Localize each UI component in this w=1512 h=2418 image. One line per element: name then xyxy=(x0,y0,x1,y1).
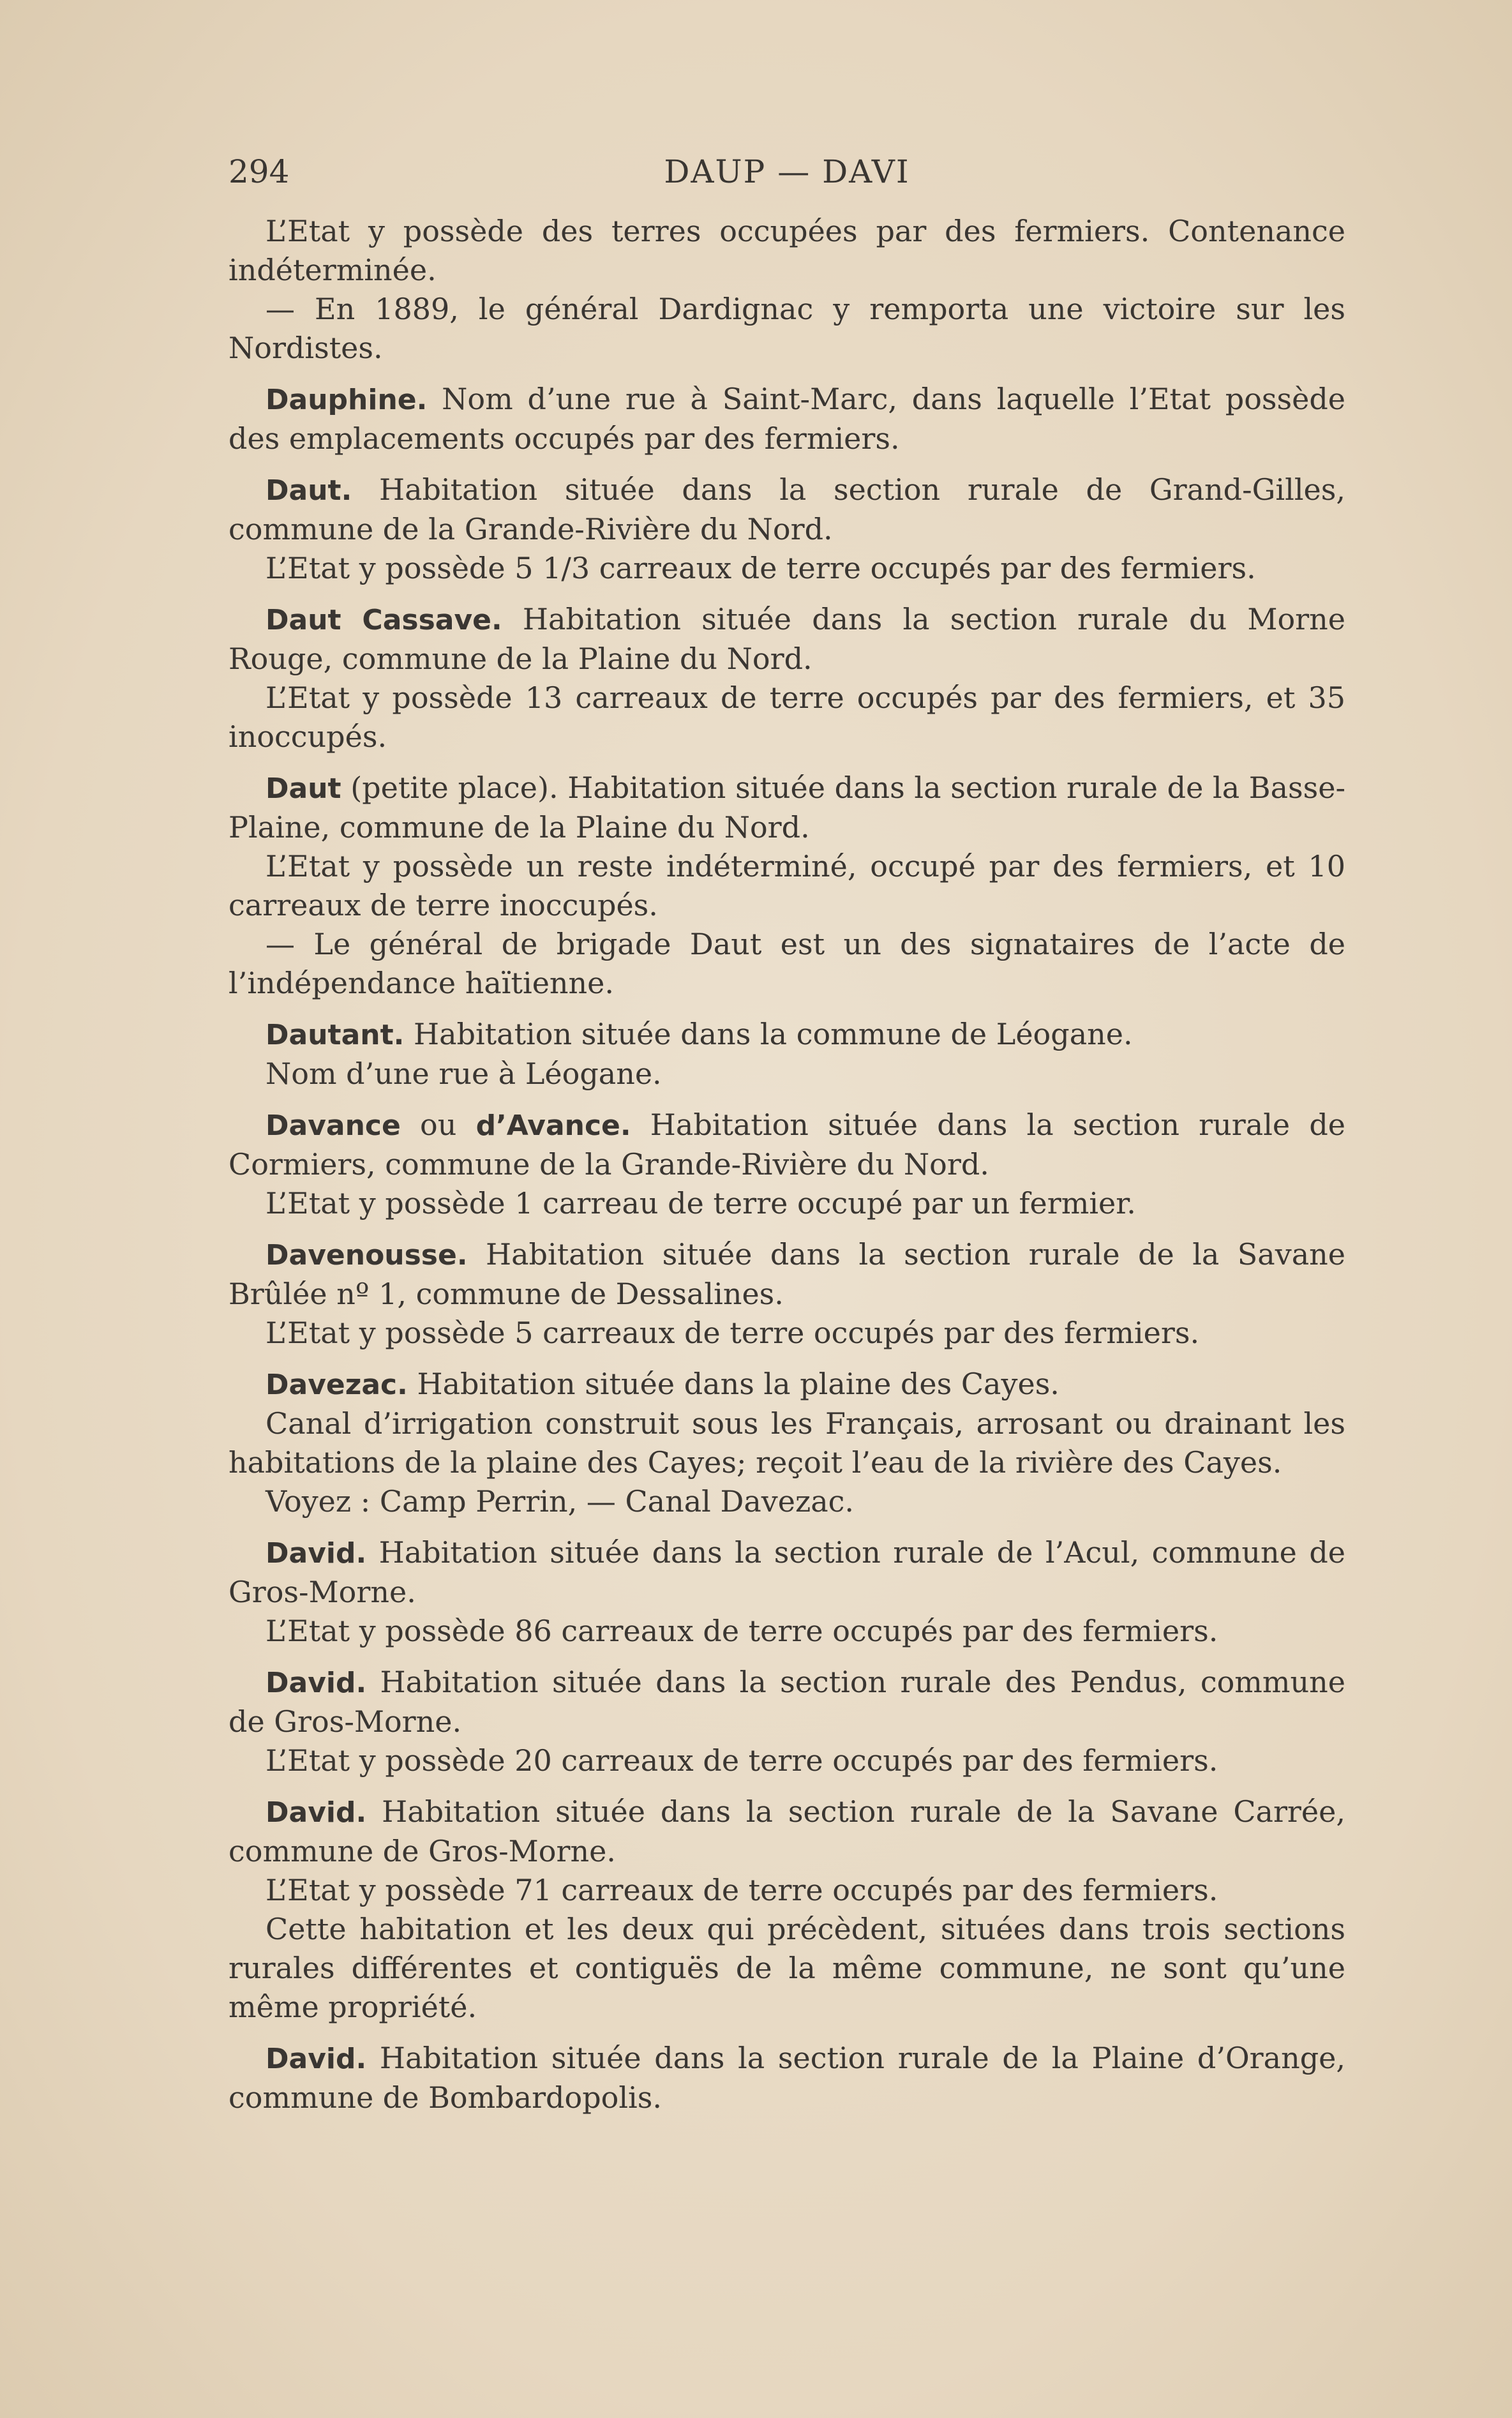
entry-daut-petite-place xyxy=(228,769,1345,1003)
entry-paragraph: L’Etat y possède 5 1/3 carreaux de terre occupés par des fermiers. xyxy=(266,551,1256,585)
entry-text: Habitation située dans la section rurale de la Savane Brûlée nº 1, commune de Dessalines. xyxy=(228,1237,1345,1311)
entry-text: Habitation située dans la section rurale de la Plaine d’Orange, commune de Bombardopolis. xyxy=(228,2041,1345,2115)
entry-text: Habitation située dans la section rurale de l’Acul, commune de Gros-Morne. xyxy=(228,1535,1345,1609)
entry-daut-cassave xyxy=(228,600,1345,756)
entry-term: Dauphine. xyxy=(266,384,428,416)
page-number: 294 xyxy=(228,153,290,190)
entry-paragraph: — Le général de brigade Daut est un des signataires de l’acte de l’indépendance haïtienne. xyxy=(228,927,1345,1000)
entry-text: Habitation située dans la section rurale de Grand-Gilles, commune de la Grande-Rivière du Nord. xyxy=(228,472,1345,546)
entry-term: Davenousse. xyxy=(266,1239,468,1272)
entry-paragraph: Nom d’une rue à Léogane. xyxy=(266,1056,662,1091)
entry-paragraph: L’Etat y possède 20 carreaux de terre occupés par des fermiers. xyxy=(266,1743,1218,1778)
entry-paragraph: L’Etat y possède 71 carreaux de terre occupés par des fermiers. xyxy=(266,1873,1218,1907)
entry-term: David. xyxy=(266,1667,367,1699)
entry-text: Habitation située dans la plaine des Cayes. xyxy=(407,1367,1059,1401)
entry-term: Davance xyxy=(266,1109,401,1142)
entry-paragraph: Voyez : Camp Perrin, — Canal Davezac. xyxy=(266,1484,855,1519)
entry-david-pendus xyxy=(228,1663,1345,1780)
entry-paragraph: L’Etat y possède 13 carreaux de terre occupés par des fermiers, et 35 inoccupés. xyxy=(228,680,1345,754)
entry-daut xyxy=(228,470,1345,588)
entry-term: Daut xyxy=(266,772,341,805)
entry-text: Habitation située dans la section rurale de Cormiers, commune de la Grande-Rivière du Nord. xyxy=(228,1108,1345,1182)
entry-term: Daut. xyxy=(266,474,352,507)
entry-dautant xyxy=(228,1015,1345,1093)
entry-david-acul xyxy=(228,1533,1345,1651)
entry-david-savane-carree xyxy=(228,1792,1345,2027)
page-header xyxy=(228,153,1345,198)
continuation-paragraph: L’Etat y possède des terres occupées par des fermiers. Contenance indéterminée. xyxy=(228,214,1345,287)
entry-david-plaine-orange xyxy=(228,2039,1345,2117)
entry-paragraph: Cette habitation et les deux qui précèdent, situées dans trois sections rurales différentes et contiguës de la même commune, ne sont qu’une même propriété. xyxy=(228,1912,1345,2024)
entry-paragraph: L’Etat y possède 86 carreaux de terre occupés par des fermiers. xyxy=(266,1614,1218,1648)
entry-paragraph: L’Etat y possède 1 carreau de terre occupé par un fermier. xyxy=(266,1186,1136,1220)
document-page xyxy=(228,153,1345,2117)
entry-term: David. xyxy=(266,1796,367,1829)
entry-davance xyxy=(228,1106,1345,1223)
entry-term: Daut Cassave. xyxy=(266,604,502,636)
entry-text: Habitation située dans la section rurale des Pendus, commune de Gros-Morne. xyxy=(228,1665,1345,1739)
entry-dauphine xyxy=(228,380,1345,458)
entry-text: Habitation située dans la section rurale de la Savane Carrée, commune de Gros-Morne. xyxy=(228,1794,1345,1868)
entry-term: Dautant. xyxy=(266,1019,405,1051)
entry-davezac xyxy=(228,1365,1345,1521)
entry-term: David. xyxy=(266,1537,367,1570)
entry-paragraph: L’Etat y possède un reste indéterminé, occupé par des fermiers, et 10 carreaux de terre inoccupés. xyxy=(228,849,1345,922)
entry-term: David. xyxy=(266,2043,367,2075)
entry-connector: ou xyxy=(400,1108,476,1142)
entry-text: Habitation située dans la section rurale du Morne Rouge, commune de la Plaine du Nord. xyxy=(228,602,1345,676)
entry-paragraph: Canal d’irrigation construit sous les Français, arrosant ou drainant les habitations de la plaine des Cayes; reçoit l’eau de la rivière des Cayes. xyxy=(228,1406,1345,1480)
entry-term: Davezac. xyxy=(266,1369,408,1401)
entry-text: Nom d’une rue à Saint-Marc, dans laquelle l’Etat possède des emplacements occupés par des fermiers. xyxy=(228,382,1345,456)
entry-text: Habitation située dans la commune de Léogane. xyxy=(404,1017,1133,1051)
continuation-paragraph: — En 1889, le général Dardignac y remporta une victoire sur les Nordistes. xyxy=(228,292,1345,365)
entry-davenousse xyxy=(228,1235,1345,1353)
entry-term-alternate: d’Avance. xyxy=(475,1109,631,1142)
entry-paragraph: L’Etat y possède 5 carreaux de terre occupés par des fermiers. xyxy=(266,1316,1200,1350)
text-body xyxy=(228,212,1345,2117)
entry-text: (petite place). Habitation située dans la section rurale de la Basse-Plaine, commune de la Plaine du Nord. xyxy=(228,770,1345,845)
running-head: DAUP — DAVI xyxy=(664,153,910,190)
